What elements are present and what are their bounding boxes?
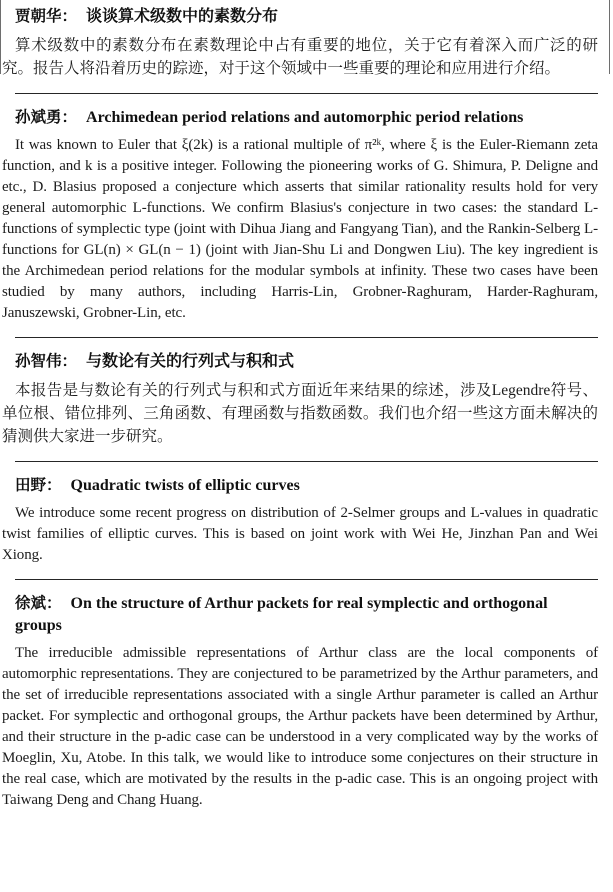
abstract-text: The irreducible admissible representations of Arthur class are the local components of automorphic representations. They are conjectured to be parametrized by the Arthur parameters, and the set of irreducible representations associated with a single Arthur parameter is called an Arthur packet. For symplectic and orthogonal groups, the Arthur packets have been determined by Arthur, and their structure in the p-adic case can be understood in a very complicated way by the works of Moeglin, Xu, Atobe. In this talk, we would like to introduce some conjectures on their structure in the real case, which are motivated by the results in the p-adic case. This is an ongoing project with Taiwang Deng and Chang Huang. [2,645,598,808]
abstract-text: It was known to Euler that ξ(2k) is a rational multiple of π²ᵏ, where ξ is the Euler-Riemann zeta function, and k is a positive integer. Following the pioneering works of G. Shimura, P. Deligne and etc., D. Blasius proposed a conjecture which asserts that similar rationality results hold for very general automorphic L-functions. We confirm Blasius's conjecture in two cases: the standard L-functions of symplectic type (joint with Dihua Jiang and Fangyang Tian), and the Rankin-Selberg L-functions for GL(n) × GL(n − 1) (joint with Jian-Shu Li and Dongwen Liu). The key ingredient is the Archimedean period relations for the modular symbols at infinity. These two cases have been studied by many authors, including Harris-Lin, Grobner-Raghuram, Harder-Raghuram, Januszewski, Grobner-Lin, etc. [2,137,598,321]
talk-title: 谈谈算术级数中的素数分布 [86,8,279,25]
talk-title: Archimedean period relations and automorphic period relations [86,109,524,126]
section-heading [15,107,598,129]
abstract-section-xu-bin [2,580,598,824]
speaker-name: 田野： [15,477,62,494]
speaker-name: 徐斌： [15,595,62,612]
section-heading [15,351,598,373]
abstract-text: We introduce some recent progress on distribution of 2-Selmer groups and L-values in quadratic twist families of elliptic curves. This is based on joint work with Wei He, Jinzhan Pan and Wei Xiong. [2,505,598,563]
abstract-text: 本报告是与数论有关的行列式与积和式方面近年来结果的综述，涉及Legendre符号、单位根、错位排列、三角函数、有理函数与指数函数。我们也介绍一些这方面未解决的猜测供大家进一步研究。 [2,382,598,445]
section-heading [15,475,598,497]
section-heading [15,593,598,637]
talk-title: Quadratic twists of elliptic curves [70,477,300,494]
talk-title: On the structure of Arthur packets for real symplectic and orthogonal groups [15,595,548,634]
speaker-name: 贾朝华： [15,8,78,25]
abstract-section-sun-zhiwei [2,338,598,461]
section-heading [15,6,598,28]
abstract-section-tian-ye [2,462,598,579]
abstract-section-jia-chaohua [2,2,598,93]
abstract-text: 算术级数中的素数分布在素数理论中占有重要的地位，关于它有着深入而广泛的研究。报告人将沿着历史的踪迹，对于这个领域中一些重要的理论和应用进行介绍。 [2,37,598,77]
speaker-name: 孙斌勇： [15,109,78,126]
speaker-name: 孙智伟： [15,353,78,370]
abstract-section-sun-binyong [2,94,598,337]
talk-title: 与数论有关的行列式与积和式 [86,353,295,370]
